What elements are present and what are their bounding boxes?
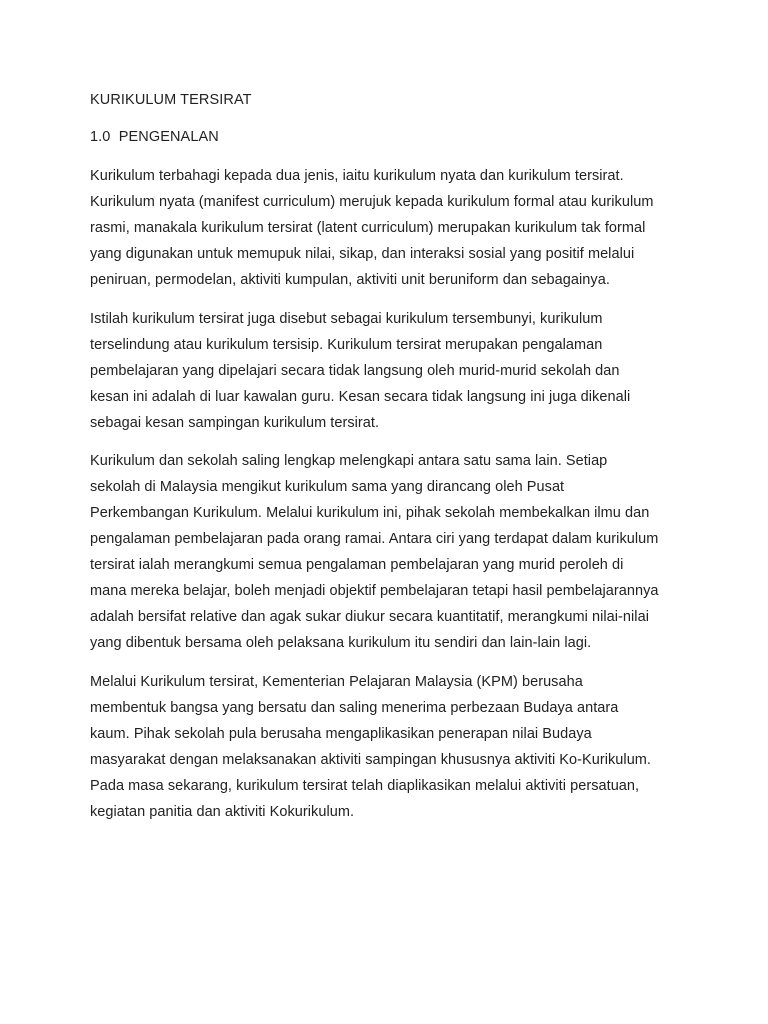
paragraph-3 — [90, 448, 690, 656]
paragraph-line: mana mereka belajar, boleh menjadi objektif pembelajaran tetapi hasil pembelajarannya — [90, 583, 659, 599]
paragraph-line: rasmi, manakala kurikulum tersirat (latent curriculum) merupakan kurikulum tak formal — [90, 220, 646, 236]
paragraph-line: yang digunakan untuk memupuk nilai, sikap, dan interaksi sosial yang positif melalui — [90, 246, 635, 262]
paragraph-4 — [90, 669, 690, 825]
paragraph-line: terselindung atau kurikulum tersisip. Kurikulum tersirat merupakan pengalaman — [90, 337, 603, 353]
paragraph-2 — [90, 306, 690, 436]
paragraph-line: Melalui Kurikulum tersirat, Kementerian Pelajaran Malaysia (KPM) berusaha — [90, 674, 583, 690]
paragraph-line: kaum. Pihak sekolah pula berusaha mengaplikasikan penerapan nilai Budaya — [90, 726, 592, 742]
paragraph-line: Kurikulum dan sekolah saling lengkap melengkapi antara satu sama lain. Setiap — [90, 453, 608, 469]
paragraph-line: masyarakat dengan melaksanakan aktiviti sampingan khususnya aktiviti Ko-Kurikulum. — [90, 752, 652, 768]
paragraph-line: kesan ini adalah di luar kawalan guru. Kesan secara tidak langsung ini juga dikenali — [90, 389, 631, 405]
document-title: KURIKULUM TERSIRAT — [90, 92, 252, 108]
paragraph-line: kegiatan panitia dan aktiviti Kokurikulum. — [90, 804, 355, 820]
paragraph-line: adalah bersifat relative dan agak sukar diukur secara kuantitatif, merangkumi nilai-nilai — [90, 609, 649, 625]
paragraph-line: sekolah di Malaysia mengikut kurikulum sama yang dirancang oleh Pusat — [90, 479, 565, 495]
section-heading: 1.0 PENGENALAN — [90, 129, 219, 145]
paragraph-line: tersirat ialah merangkumi semua pengalaman pembelajaran yang murid peroleh di — [90, 557, 624, 573]
paragraph-line: yang dibentuk bersama oleh pelaksana kurikulum itu sendiri dan lain-lain lagi. — [90, 635, 592, 651]
paragraph-1 — [90, 163, 690, 293]
paragraph-line: Pada masa sekarang, kurikulum tersirat telah diaplikasikan melalui aktiviti persatuan, — [90, 778, 640, 794]
paragraph-line: peniruan, permodelan, aktiviti kumpulan, aktiviti unit beruniform dan sebagainya. — [90, 272, 610, 288]
paragraph-line: pembelajaran yang dipelajari secara tidak langsung oleh murid-murid sekolah dan — [90, 363, 620, 379]
paragraph-line: Kurikulum terbahagi kepada dua jenis, iaitu kurikulum nyata dan kurikulum tersirat. — [90, 168, 624, 184]
paragraph-line: Perkembangan Kurikulum. Melalui kurikulum ini, pihak sekolah membekalkan ilmu dan — [90, 505, 650, 521]
paragraph-line: Kurikulum nyata (manifest curriculum) merujuk kepada kurikulum formal atau kurikulum — [90, 194, 654, 210]
paragraph-line: pengalaman pembelajaran pada orang ramai. Antara ciri yang terdapat dalam kurikulum — [90, 531, 659, 547]
paragraph-line: Istilah kurikulum tersirat juga disebut sebagai kurikulum tersembunyi, kurikulum — [90, 311, 603, 327]
paragraph-line: membentuk bangsa yang bersatu dan saling menerima perbezaan Budaya antara — [90, 700, 619, 716]
paragraph-line: sebagai kesan sampingan kurikulum tersirat. — [90, 415, 380, 431]
